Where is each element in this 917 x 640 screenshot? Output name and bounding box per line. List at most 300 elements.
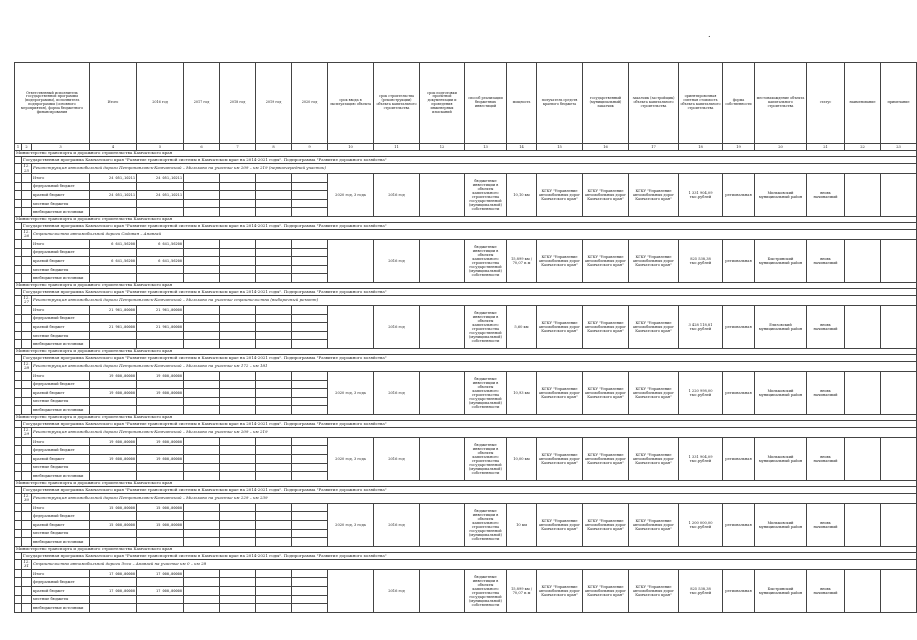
funding-spacer: [15, 274, 22, 283]
header-cell: мощность: [507, 63, 537, 144]
ownership-form: региональная: [723, 437, 755, 480]
funding-spacer: [22, 389, 32, 398]
funding-year-empty: [184, 595, 220, 604]
object-row: [15, 493, 917, 503]
funding-year-empty: [256, 199, 292, 208]
funding-spacer: [22, 257, 32, 266]
program-row: [15, 354, 917, 361]
funding-year-empty: [220, 248, 256, 257]
funding-year-empty: [292, 331, 328, 340]
funding-source-label: краевой бюджет: [32, 191, 90, 200]
funding-total: [90, 380, 137, 389]
funding-year-empty: [292, 604, 328, 613]
column-number: 4: [90, 144, 137, 151]
funding-spacer: [15, 587, 22, 596]
funding-2016: [137, 331, 184, 340]
funding-year-empty: [184, 380, 220, 389]
funding-year-empty: [184, 323, 220, 332]
header-cell: Ответственный исполнитель государственной программы (подпрограммы), исполнитель подпрограммы (основного мероприятия), форма бюджетного финансирования: [15, 63, 90, 144]
developer: КГКУ "Управление автомобильных дорог Камчатского края": [629, 371, 679, 414]
header-cell: ориентировочная сметная стоимость объекта капитального строительства: [679, 63, 723, 144]
location: Мильковский муниципальный район: [755, 437, 807, 480]
funding-spacer: [15, 239, 22, 248]
funding-spacer: [15, 406, 22, 415]
column-number: 3: [32, 144, 90, 151]
funding-year-empty: [292, 323, 328, 332]
object-extra: [845, 305, 881, 348]
funding-spacer: [22, 455, 32, 464]
funding-total: 15 000,00000: [90, 503, 137, 512]
object-note: [881, 371, 917, 414]
funding-year-empty: [184, 174, 220, 183]
location: Мильковский муниципальный район: [755, 174, 807, 217]
program-row: [15, 552, 917, 559]
funding-year-empty: [184, 587, 220, 596]
developer: КГКУ "Управление автомобильных дорог Камчатского края": [629, 239, 679, 282]
design-term: [420, 503, 465, 546]
funding-year-empty: [220, 265, 256, 274]
object-status: вновь начинаемый: [807, 305, 845, 348]
object-number: 12.29: [23, 426, 30, 437]
funding-spacer: [22, 191, 32, 200]
funding-spacer: [15, 455, 22, 464]
funding-year-empty: [256, 604, 292, 613]
object-note: [881, 503, 917, 546]
funding-spacer: [15, 604, 22, 613]
funding-spacer: [22, 529, 32, 538]
funding-total: [90, 265, 137, 274]
funding-year-empty: [184, 521, 220, 530]
funding-row: [15, 239, 917, 248]
funding-2016: 21 961,00000: [137, 305, 184, 314]
object-extra: [845, 503, 881, 546]
funding-spacer: [22, 463, 32, 472]
funding-year-empty: [292, 239, 328, 248]
funding-total: [90, 397, 137, 406]
funding-spacer: [15, 208, 22, 217]
funding-source-label: внебюджетные источники: [32, 538, 90, 547]
funding-year-empty: [256, 191, 292, 200]
header-cell: способ реализации бюджетных инвестиций: [465, 63, 507, 144]
capacity: 10,00 км: [507, 437, 537, 480]
funding-2016: [137, 406, 184, 415]
header-cell: государственный (муниципальный) заказчик: [583, 63, 629, 144]
construction-term: 2016 год: [374, 569, 420, 612]
column-number: 1: [15, 144, 22, 151]
funding-year-empty: [220, 463, 256, 472]
funding-year-empty: [256, 538, 292, 547]
funding-year-empty: [256, 248, 292, 257]
funding-year-empty: [184, 389, 220, 398]
funding-source-label: краевой бюджет: [32, 257, 90, 266]
funding-total: 19 600,00000: [90, 455, 137, 464]
program-spacer: [15, 222, 22, 229]
funding-year-empty: [256, 208, 292, 217]
design-term: [420, 371, 465, 414]
program-spacer: [15, 486, 22, 493]
object-spacer: [15, 229, 22, 239]
funding-spacer: [22, 182, 32, 191]
column-number: 16: [583, 144, 629, 151]
funding-source-label: Итого: [32, 174, 90, 183]
object-row: [15, 229, 917, 239]
developer: КГКУ "Управление автомобильных дорог Камчатского края": [629, 305, 679, 348]
funding-year-empty: [256, 389, 292, 398]
header-cell: местонахождение объекта капитального строительства: [755, 63, 807, 144]
investment-method: бюджетные инвестиции в объекты капитального строительства государственной (муниципальной) собственности: [465, 503, 507, 546]
funding-year-empty: [256, 305, 292, 314]
construction-term: 2016 год: [374, 305, 420, 348]
funding-year-empty: [292, 595, 328, 604]
header-cell: наименование: [845, 63, 881, 144]
funding-year-empty: [220, 406, 256, 415]
funding-spacer: [22, 604, 32, 613]
funding-2016: [137, 199, 184, 208]
column-number: 9: [292, 144, 328, 151]
funding-year-empty: [184, 191, 220, 200]
funding-spacer: [22, 380, 32, 389]
construction-term: 2016 год: [374, 371, 420, 414]
funding-year-empty: [292, 406, 328, 415]
estimated-cost: 1 331 904,09 тыс.рублей: [679, 174, 723, 217]
column-number: 2: [22, 144, 32, 151]
funding-year-empty: [220, 437, 256, 446]
funding-spacer: [22, 314, 32, 323]
funding-total: [90, 340, 137, 349]
column-number: 19: [723, 144, 755, 151]
funding-year-empty: [184, 463, 220, 472]
funding-year-empty: [256, 455, 292, 464]
commission-term: 2020 год, 3 года: [328, 174, 374, 217]
funding-2016: [137, 248, 184, 257]
funding-spacer: [15, 191, 22, 200]
header-cell: 2019 год: [256, 63, 292, 144]
funding-spacer: [22, 199, 32, 208]
funding-year-empty: [220, 512, 256, 521]
funding-spacer: [15, 182, 22, 191]
column-number: 6: [184, 144, 220, 151]
header-cell: заказчик (застройщик) объекта капитального строительства: [629, 63, 679, 144]
funding-spacer: [15, 371, 22, 380]
funding-2016: 17 000,00000: [137, 569, 184, 578]
object-extra: [845, 437, 881, 480]
funding-row: [15, 371, 917, 380]
funding-year-empty: [292, 397, 328, 406]
funding-total: [90, 538, 137, 547]
funding-source-label: Итого: [32, 371, 90, 380]
funds-recipient: КГКУ "Управление автомобильных дорог Камчатского края": [537, 437, 583, 480]
funding-year-empty: [256, 265, 292, 274]
funding-year-empty: [256, 587, 292, 596]
funds-recipient: КГКУ "Управление автомобильных дорог Камчатского края": [537, 503, 583, 546]
funding-year-empty: [220, 199, 256, 208]
funding-source-label: краевой бюджет: [32, 323, 90, 332]
ownership-form: региональная: [723, 239, 755, 282]
funding-year-empty: [292, 569, 328, 578]
funding-source-label: внебюджетные источники: [32, 340, 90, 349]
program-title: Государственная программа Камчатского края "Развитие транспортной системы в Камчатском крае на 2014-2021 годы". Подпрограмма "Развитие дорожного хозяйства": [22, 552, 917, 559]
capacity: 5,60 км: [507, 305, 537, 348]
header-cell: форма собственности: [723, 63, 755, 144]
funding-spacer: [22, 371, 32, 380]
estimated-cost: 1 331 904,09 тыс.рублей: [679, 437, 723, 480]
funding-year-empty: [220, 380, 256, 389]
object-spacer: [15, 361, 22, 371]
funding-year-empty: [292, 503, 328, 512]
funding-year-empty: [184, 512, 220, 521]
funding-2016: [137, 208, 184, 217]
funding-2016: 15 000,00000: [137, 521, 184, 530]
funding-total: [90, 274, 137, 283]
funding-year-empty: [292, 340, 328, 349]
funding-year-empty: [256, 331, 292, 340]
funding-total: [90, 208, 137, 217]
funding-source-label: федеральный бюджет: [32, 512, 90, 521]
funding-spacer: [15, 463, 22, 472]
funding-year-empty: [184, 340, 220, 349]
funding-year-empty: [220, 305, 256, 314]
funding-year-empty: [256, 380, 292, 389]
funding-source-label: Итого: [32, 569, 90, 578]
object-row: [15, 164, 917, 174]
object-title: Реконструкция автомобильной дороги Петропавловск-Камчатский – Мильково на участке км 229 – км 239: [32, 493, 917, 503]
funding-year-empty: [184, 437, 220, 446]
funding-year-empty: [184, 248, 220, 257]
object-extra: [845, 371, 881, 414]
state-customer: КГКУ "Управление автомобильных дорог Камчатского края": [583, 503, 629, 546]
object-title: Реконструкция автомобильной дороги Петропавловск-Камчатский – Мильково на участке км 209 – км 219 (первоочередной участок): [32, 164, 917, 174]
funding-source-label: внебюджетные источники: [32, 274, 90, 283]
funding-total: [90, 406, 137, 415]
funding-2016: 19 600,00000: [137, 455, 184, 464]
funding-year-empty: [220, 604, 256, 613]
header-cell: примечание: [881, 63, 917, 144]
design-term: [420, 305, 465, 348]
object-title: Реконструкция автомобильной дороги Петропавловск-Камчатский – Мильково на участке строительства (выборочный ремонт): [32, 295, 917, 305]
funding-spacer: [22, 406, 32, 415]
funding-year-empty: [292, 529, 328, 538]
header-cell: 2020 год: [292, 63, 328, 144]
capacity: 15,899 км / 70,07 п.м: [507, 239, 537, 282]
funding-row: [15, 437, 917, 446]
object-note: [881, 174, 917, 217]
funding-spacer: [22, 208, 32, 217]
funding-year-empty: [220, 191, 256, 200]
funding-year-empty: [256, 595, 292, 604]
column-number: 18: [679, 144, 723, 151]
funding-year-empty: [184, 455, 220, 464]
object-title: Строительство автомобильной дороги Эссо – Анавгай на участке км 0 – км 28: [32, 559, 917, 569]
funding-source-label: Итого: [32, 437, 90, 446]
funding-year-empty: [220, 174, 256, 183]
funding-spacer: [22, 248, 32, 257]
object-title: Строительство автомобильной дороги Садовая – Анавгай: [32, 229, 917, 239]
location: Мильковский муниципальный район: [755, 503, 807, 546]
program-row: [15, 486, 917, 493]
column-number: 10: [328, 144, 374, 151]
funding-year-empty: [184, 472, 220, 481]
funds-recipient: КГКУ "Управление автомобильных дорог Камчатского края": [537, 569, 583, 612]
funds-recipient: КГКУ "Управление автомобильных дорог Камчатского края": [537, 174, 583, 217]
capacity: 10,93 км: [507, 371, 537, 414]
funding-total: [90, 578, 137, 587]
funding-2016: 15 000,00000: [137, 503, 184, 512]
investment-table: [14, 62, 917, 613]
funding-year-empty: [256, 314, 292, 323]
funding-spacer: [15, 389, 22, 398]
funding-year-empty: [256, 503, 292, 512]
funding-year-empty: [184, 265, 220, 274]
column-number: 8: [256, 144, 292, 151]
developer: КГКУ "Управление автомобильных дорог Камчатского края": [629, 569, 679, 612]
funding-year-empty: [220, 529, 256, 538]
state-customer: КГКУ "Управление автомобильных дорог Камчатского края": [583, 174, 629, 217]
object-number: 12.27: [23, 294, 30, 305]
funding-spacer: [22, 512, 32, 521]
funding-source-label: федеральный бюджет: [32, 380, 90, 389]
funding-total: [90, 248, 137, 257]
funding-year-empty: [220, 314, 256, 323]
funding-year-empty: [256, 569, 292, 578]
funding-spacer: [15, 248, 22, 257]
funding-source-label: краевой бюджет: [32, 587, 90, 596]
object-extra: [845, 239, 881, 282]
funding-year-empty: [220, 340, 256, 349]
funding-year-empty: [184, 305, 220, 314]
funding-source-label: Итого: [32, 503, 90, 512]
funding-year-empty: [220, 503, 256, 512]
ministry-name: Министерство транспорта и дорожного строительства Камчатского края: [15, 216, 917, 222]
funding-year-empty: [184, 239, 220, 248]
column-number: 23: [881, 144, 917, 151]
funding-2016: [137, 446, 184, 455]
design-term: [420, 239, 465, 282]
funding-row: [15, 503, 917, 512]
object-status: вновь начинаемый: [807, 437, 845, 480]
funding-row: [15, 174, 917, 183]
funding-2016: [137, 265, 184, 274]
program-row: [15, 420, 917, 427]
column-number: 5: [137, 144, 184, 151]
header-cell: получатель средств краевого бюджета: [537, 63, 583, 144]
funding-spacer: [15, 437, 22, 446]
funding-year-empty: [256, 239, 292, 248]
funding-2016: 17 000,00000: [137, 587, 184, 596]
program-title: Государственная программа Камчатского края "Развитие транспортной системы в Камчатском крае на 2014-2021 годы". Подпрограмма "Развитие дорожного хозяйства": [22, 420, 917, 427]
ownership-form: региональная: [723, 371, 755, 414]
object-spacer: [15, 295, 22, 305]
funding-year-empty: [256, 257, 292, 266]
funding-total: [90, 529, 137, 538]
funding-year-empty: [184, 182, 220, 191]
investment-method: бюджетные инвестиции в объекты капитального строительства государственной (муниципальной) собственности: [465, 239, 507, 282]
funding-year-empty: [184, 446, 220, 455]
column-number: 14: [507, 144, 537, 151]
funding-year-empty: [184, 578, 220, 587]
program-spacer: [15, 288, 22, 295]
funding-year-empty: [292, 314, 328, 323]
funding-year-empty: [220, 182, 256, 191]
funding-year-empty: [292, 182, 328, 191]
estimated-cost: 3 428 118,81 тыс.рублей: [679, 305, 723, 348]
page-marker: .: [708, 30, 711, 39]
ministry-name: Министерство транспорта и дорожного строительства Камчатского края: [15, 546, 917, 552]
ownership-form: региональная: [723, 174, 755, 217]
capacity: 10,10 км: [507, 174, 537, 217]
funding-spacer: [15, 578, 22, 587]
funding-2016: [137, 529, 184, 538]
funding-2016: 6 641,56200: [137, 257, 184, 266]
funding-year-empty: [292, 472, 328, 481]
funding-source-label: федеральный бюджет: [32, 248, 90, 257]
funding-spacer: [15, 569, 22, 578]
object-row: [15, 295, 917, 305]
state-customer: КГКУ "Управление автомобильных дорог Камчатского края": [583, 305, 629, 348]
funding-total: 6 641,56200: [90, 257, 137, 266]
funding-year-empty: [292, 512, 328, 521]
funding-year-empty: [256, 446, 292, 455]
funding-2016: 19 600,00000: [137, 371, 184, 380]
funding-2016: 19 600,00000: [137, 437, 184, 446]
column-number: 7: [220, 144, 256, 151]
program-spacer: [15, 354, 22, 361]
object-status: вновь начинаемый: [807, 239, 845, 282]
program-spacer: [15, 552, 22, 559]
object-row: [15, 559, 917, 569]
funding-year-empty: [256, 437, 292, 446]
funding-spacer: [15, 331, 22, 340]
funding-spacer: [22, 239, 32, 248]
funding-year-empty: [292, 463, 328, 472]
funding-spacer: [15, 199, 22, 208]
funding-year-empty: [220, 257, 256, 266]
funding-year-empty: [256, 340, 292, 349]
funding-spacer: [22, 340, 32, 349]
funding-total: 24 051,10211: [90, 191, 137, 200]
ministry-name: Министерство транспорта и дорожного строительства Камчатского края: [15, 414, 917, 420]
state-customer: КГКУ "Управление автомобильных дорог Камчатского края": [583, 569, 629, 612]
estimated-cost: 1 220 998,00 тыс.рублей: [679, 371, 723, 414]
object-spacer: [15, 427, 22, 437]
developer: КГКУ "Управление автомобильных дорог Камчатского края": [629, 503, 679, 546]
funding-year-empty: [220, 521, 256, 530]
funding-spacer: [22, 538, 32, 547]
funding-spacer: [15, 521, 22, 530]
object-number: 12.31: [23, 558, 30, 569]
commission-term: 2020 год, 3 года: [328, 371, 374, 414]
funding-spacer: [15, 380, 22, 389]
funding-spacer: [22, 265, 32, 274]
funding-year-empty: [292, 380, 328, 389]
object-spacer: [15, 559, 22, 569]
funding-year-empty: [220, 595, 256, 604]
funding-year-empty: [256, 529, 292, 538]
ownership-form: региональная: [723, 569, 755, 612]
funding-spacer: [15, 503, 22, 512]
funding-source-label: внебюджетные источники: [32, 208, 90, 217]
state-customer: КГКУ "Управление автомобильных дорог Камчатского края": [583, 437, 629, 480]
program-title: Государственная программа Камчатского края "Развитие транспортной системы в Камчатском крае на 2014-2021 годы". Подпрограмма "Развитие дорожного хозяйства": [22, 157, 917, 164]
funding-spacer: [22, 578, 32, 587]
funding-year-empty: [292, 538, 328, 547]
column-number: 13: [465, 144, 507, 151]
object-status: вновь начинаемый: [807, 371, 845, 414]
funding-source-label: краевой бюджет: [32, 389, 90, 398]
capacity: 10 км: [507, 503, 537, 546]
funding-total: [90, 182, 137, 191]
funding-year-empty: [292, 265, 328, 274]
column-number: 20: [755, 144, 807, 151]
